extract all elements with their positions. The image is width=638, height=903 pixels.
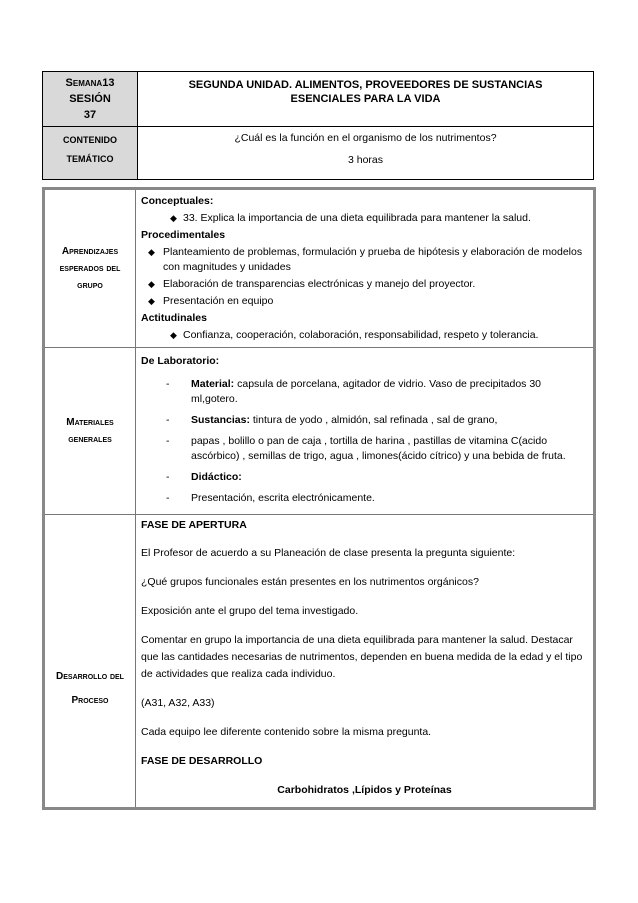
diamond-bullet-icon: ◆ bbox=[170, 330, 177, 340]
diamond-bullet-icon: ◆ bbox=[148, 247, 155, 257]
list-item: ◆ Presentación en equipo bbox=[148, 295, 274, 307]
fase-desarrollo-heading: FASE DE DESARROLLO bbox=[141, 755, 263, 767]
diamond-bullet-icon: ◆ bbox=[148, 279, 155, 289]
fase-apertura-heading: FASE DE APERTURA bbox=[141, 519, 247, 531]
diamond-bullet-icon: ◆ bbox=[148, 296, 155, 306]
paragraph: ¿Qué grupos funcionales están presentes en los nutrimentos orgánicos? bbox=[141, 576, 479, 588]
list-item: - Sustancias: tintura de yodo , almidón, sal refinada , sal de grano, bbox=[166, 414, 498, 426]
list-item: - Didáctico: bbox=[166, 471, 242, 483]
desarrollo-content bbox=[136, 515, 595, 809]
sesion-number: 37 bbox=[83, 109, 97, 121]
paragraph: Cada equipo lee diferente contenido sobre la misma pregunta. bbox=[141, 726, 432, 738]
contenido-cell bbox=[138, 127, 594, 180]
header-table bbox=[42, 71, 594, 180]
paragraph: El Profesor de acuerdo a su Planeación de clase presenta la pregunta siguiente: bbox=[141, 547, 516, 559]
list-item: - Presentación, escrita electrónicamente. bbox=[166, 492, 375, 504]
aprendizajes-content bbox=[136, 189, 595, 348]
materiales-content bbox=[136, 348, 595, 515]
semana-label: Semana bbox=[65, 77, 103, 89]
list-item: - Material: capsula de porcelana, agitador de vidrio. Vaso de precipitados 30 ml,gotero. bbox=[166, 378, 542, 405]
procedimentales-heading: Procedimentales bbox=[141, 229, 226, 241]
sesion-label: SESIÓN bbox=[69, 93, 111, 105]
materiales-label: Materiales generales bbox=[44, 348, 136, 515]
conceptuales-heading: Conceptuales: bbox=[141, 195, 214, 207]
contenido-label: CONTENIDO TEMÁTICO bbox=[43, 127, 138, 180]
question-text: ¿Cuál es la función en el organismo de los nutrimentos? bbox=[234, 132, 497, 144]
actitudinales-heading: Actitudinales bbox=[141, 312, 207, 324]
laboratorio-heading: De Laboratorio: bbox=[141, 355, 220, 367]
list-item: ◆ 33. Explica la importancia de una dieta equilibrada para mantener la salud. bbox=[170, 212, 531, 224]
actitudinales-list bbox=[141, 328, 588, 343]
diamond-bullet-icon: ◆ bbox=[170, 213, 177, 223]
unit-title: SEGUNDA UNIDAD. ALIMENTOS, PROVEEDORES DE SUSTANCIAS ESENCIALES PARA LA VIDA bbox=[138, 72, 594, 127]
paragraph: Comentar en grupo la importancia de una dieta equilibrada para mantener la salud. Destacar que las cantidades necesarias de nutrimentos, dependen en buena medida de la edad y el tipo de actividades que realiza cada individuo. bbox=[141, 634, 583, 680]
conceptuales-list bbox=[141, 211, 588, 226]
semana-number: 13 bbox=[102, 77, 115, 89]
desarrollo-label: Desarrollo del Proceso bbox=[44, 515, 136, 809]
procedimentales-list bbox=[141, 245, 588, 309]
paragraph: Exposición ante el grupo del tema investigado. bbox=[141, 605, 359, 617]
hours-text: 3 horas bbox=[347, 154, 384, 166]
list-item: ◆ Confianza, cooperación, colaboración, responsabilidad, respeto y tolerancia. bbox=[170, 329, 539, 341]
paragraph: (A31, A32, A33) bbox=[141, 697, 215, 709]
materiales-list bbox=[141, 377, 588, 506]
list-item: ◆ Planteamiento de problemas, formulación y prueba de hipótesis y elaboración de modelos con magnitudes y unidades bbox=[148, 246, 583, 273]
main-table bbox=[42, 187, 596, 810]
list-item: ◆ Elaboración de transparencias electrónicas y manejo del proyector. bbox=[148, 278, 476, 290]
list-item: - papas , bolillo o pan de caja , tortilla de harina , pastillas de vitamina C(acido ascórbico) , semillas de trigo, agua , limones(ácido cítrico) y una bebida de fruta. bbox=[166, 435, 566, 462]
aprendizajes-label: Aprendizajes esperados del grupo bbox=[44, 189, 136, 348]
semana-sesion-cell bbox=[43, 72, 138, 127]
nutrients-subtitle: Carbohidratos ,Lípidos y Proteínas bbox=[277, 784, 452, 796]
